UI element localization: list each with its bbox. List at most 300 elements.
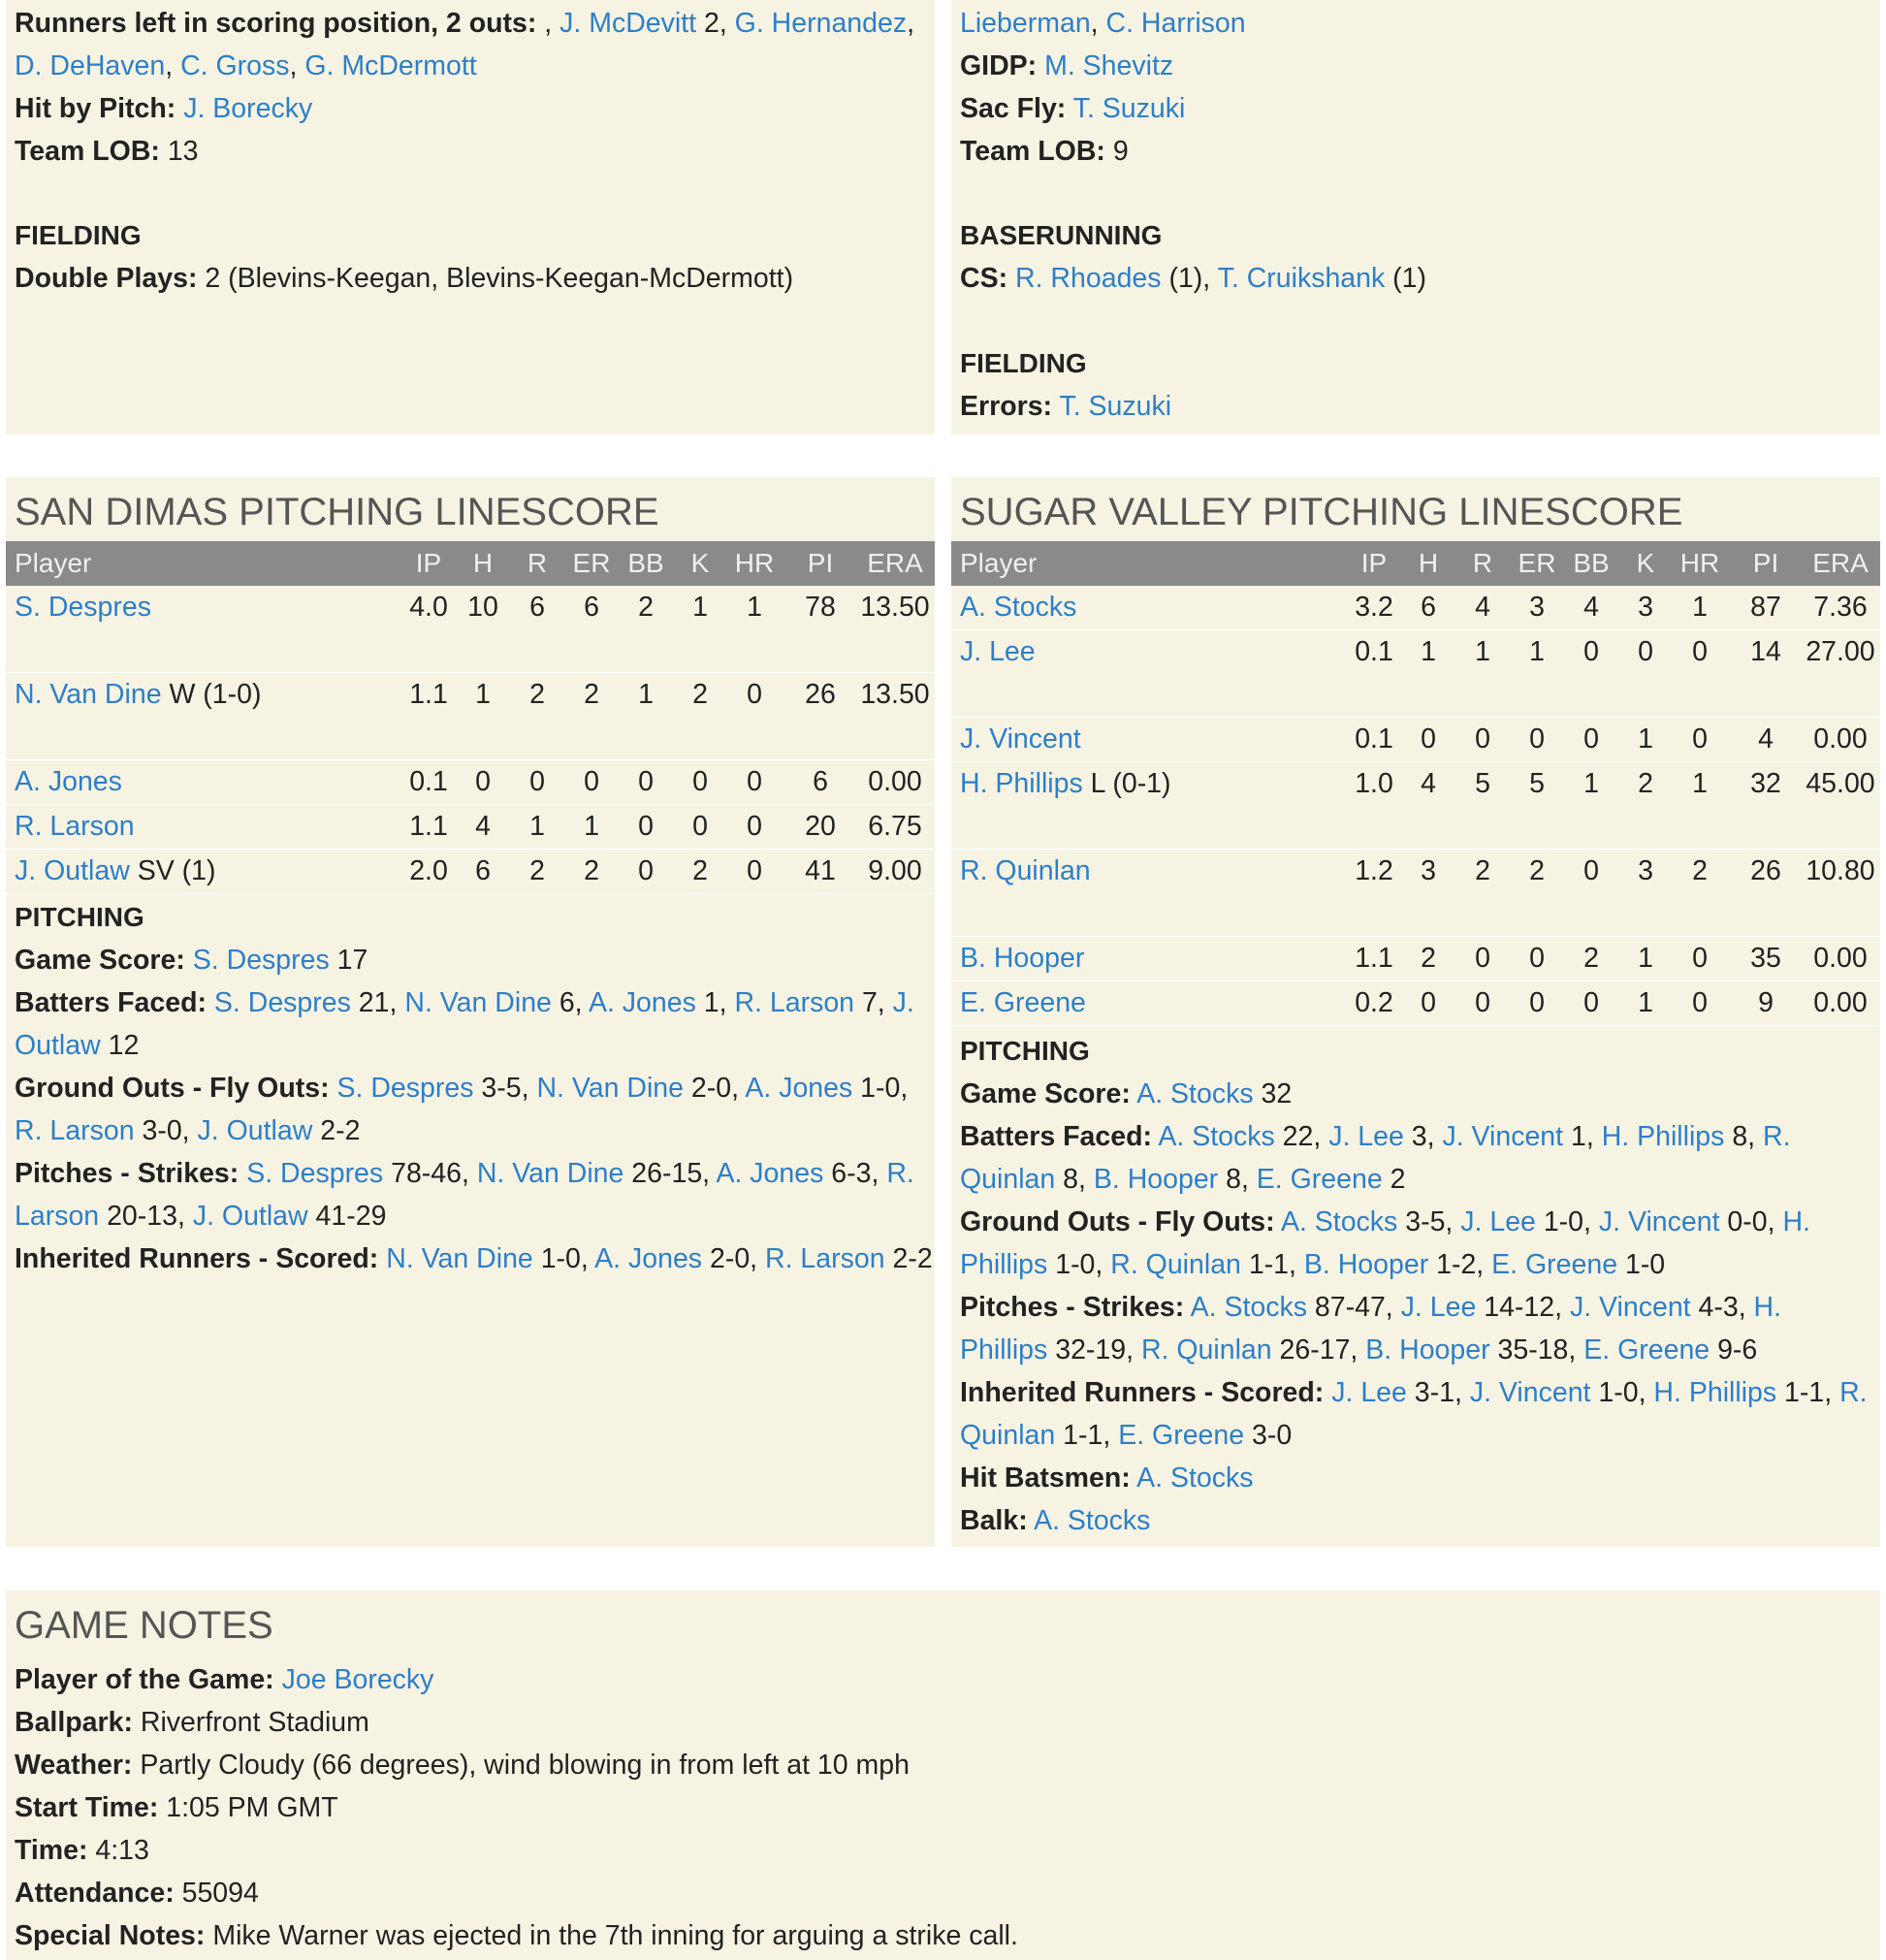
player-link[interactable]: E. Greene — [1256, 1164, 1383, 1195]
stat-ip: 3.2 — [1355, 592, 1393, 623]
san-dimas-pitching-panel — [6, 477, 935, 1547]
pitcher-cell — [960, 937, 1084, 980]
player-link[interactable]: T. Suzuki — [1072, 93, 1186, 124]
team-lob-line — [15, 130, 199, 173]
errors-line — [960, 385, 1171, 428]
player-link[interactable]: T. Suzuki — [1059, 391, 1172, 422]
player-link[interactable]: A. Stocks — [1190, 1292, 1307, 1323]
stat-bb: 2 — [1583, 943, 1599, 974]
col-k: K — [690, 548, 710, 578]
player-link[interactable]: J. Lee — [1331, 1377, 1407, 1408]
value-text: 3-0, — [134, 1115, 198, 1146]
stat-r: 2 — [1475, 855, 1490, 886]
pitcher-row — [6, 586, 935, 673]
fielding-heading: FIELDING — [15, 220, 142, 250]
player-link[interactable]: H. — [1753, 1292, 1782, 1323]
double-plays-line — [15, 257, 793, 300]
player-link[interactable]: J. Vincent — [1569, 1292, 1691, 1323]
go-fo-line — [15, 1067, 908, 1109]
stat-era: 13.50 — [860, 679, 930, 710]
value-text: 3-0 — [1244, 1420, 1293, 1451]
pitcher-row — [951, 586, 1880, 630]
stat-er: 0 — [1529, 987, 1545, 1018]
lob-label: Team LOB: — [960, 136, 1105, 167]
player-link[interactable]: R. Larson — [734, 987, 855, 1018]
stat-k: 3 — [1638, 592, 1653, 623]
player-link[interactable]: A. Stocks — [1136, 1462, 1254, 1494]
stat-hr: 1 — [747, 592, 762, 623]
stat-r: 1 — [1475, 636, 1490, 667]
player-link[interactable]: N. Van Dine — [386, 1243, 533, 1274]
stat-hr: 1 — [1692, 592, 1708, 623]
player-link[interactable]: A. Stocks — [1034, 1505, 1151, 1536]
value-text: 3, — [1403, 1121, 1443, 1152]
player-link[interactable]: Joe Borecky — [281, 1664, 434, 1695]
go-fo-line — [960, 1201, 1810, 1243]
stat-er: 0 — [584, 766, 599, 797]
stat-bb: 1 — [638, 679, 654, 710]
player-link[interactable]: J. Lee — [1400, 1292, 1477, 1323]
dp-value: 2 (Blevins-Keegan, Blevins-Keegan-McDermott) — [197, 263, 794, 294]
pitcher-row — [951, 850, 1880, 937]
value-text: 0-0, — [1719, 1206, 1783, 1237]
bf-label: Batters Faced: — [15, 987, 207, 1018]
stat-r: 2 — [529, 679, 545, 710]
gofo-label: Ground Outs - Fly Outs: — [15, 1073, 330, 1104]
stat-h: 6 — [1421, 592, 1436, 623]
stat-pi: 78 — [805, 592, 836, 623]
special-notes-line — [15, 1914, 1018, 1957]
stat-bb: 0 — [638, 855, 654, 886]
value-text: 9-6 — [1710, 1334, 1758, 1366]
player-link[interactable]: T. Cruikshank — [1217, 263, 1386, 294]
player-link[interactable]: A. Jones — [716, 1158, 824, 1189]
stat-ip: 2.0 — [409, 855, 448, 886]
player-link[interactable]: S. Despres — [15, 592, 151, 623]
sf-label: Sac Fly: — [960, 93, 1067, 124]
player-link[interactable]: N. Van Dine — [536, 1073, 684, 1104]
player-link[interactable]: R. Quinlan — [960, 855, 1091, 886]
stat-era: 9.00 — [868, 855, 922, 886]
stat-ip: 0.1 — [409, 766, 448, 797]
value-text: 2-0, — [702, 1243, 766, 1274]
stat-list — [1281, 1206, 1810, 1237]
player-link[interactable]: C. Harrison — [1105, 8, 1246, 39]
player-link[interactable]: B. Hooper — [1365, 1334, 1490, 1366]
ps-label: Pitches - Strikes: — [960, 1292, 1185, 1323]
value-text: 1-1, — [1240, 1249, 1304, 1280]
player-link[interactable]: R. Larson — [15, 811, 135, 842]
stat-bb: 4 — [1583, 592, 1599, 623]
table-header — [951, 541, 1880, 586]
sac-fly-line — [960, 87, 1185, 130]
value-text: 26-17, — [1271, 1334, 1366, 1366]
stat-bb: 0 — [1583, 855, 1599, 886]
pitcher-row — [951, 981, 1880, 1026]
stat-h: 4 — [1421, 768, 1436, 799]
player-link[interactable]: D. DeHaven — [15, 50, 166, 81]
weather-label: Weather: — [15, 1750, 133, 1781]
value-text: 2 — [1382, 1164, 1406, 1195]
player-link[interactable]: Phillips — [960, 1249, 1048, 1280]
attendance-line — [15, 1872, 259, 1914]
player-link[interactable]: E. Greene — [1491, 1249, 1618, 1280]
stat-bb: 1 — [1583, 768, 1599, 799]
player-link[interactable]: A. Jones — [15, 766, 122, 797]
san-dimas-title: SAN DIMAS PITCHING LINESCORE — [15, 491, 659, 533]
player-link[interactable]: Outlaw — [15, 1030, 101, 1061]
stat-hr: 0 — [747, 679, 762, 710]
player-link[interactable]: R. Quinlan — [1110, 1249, 1241, 1280]
col-er: ER — [572, 548, 611, 578]
bf-label: Batters Faced: — [960, 1121, 1152, 1152]
decision-note: W (1-0) — [161, 679, 262, 710]
value-text: 22, — [1274, 1121, 1329, 1152]
start-value: 1:05 PM GMT — [158, 1792, 338, 1823]
stat-h: 0 — [1421, 723, 1436, 755]
pitcher-row — [6, 760, 935, 805]
stat-er: 2 — [1529, 855, 1545, 886]
stat-list — [1331, 1377, 1867, 1408]
ballpark-line — [15, 1701, 369, 1744]
stat-er: 5 — [1529, 768, 1545, 799]
value-text: 1, — [1563, 1121, 1602, 1152]
stat-hr: 0 — [1692, 943, 1708, 974]
ballpark-value: Riverfront Stadium — [132, 1707, 369, 1738]
stat-list — [337, 1073, 909, 1104]
player-link[interactable]: C. Gross — [180, 50, 290, 81]
pitcher-row — [951, 630, 1880, 718]
value-text: 35-18, — [1489, 1334, 1584, 1366]
player-link[interactable]: R. — [1763, 1121, 1791, 1152]
batters-faced-line — [15, 981, 914, 1024]
col-era: ERA — [1812, 548, 1869, 578]
col-er: ER — [1518, 548, 1556, 578]
player-link[interactable]: G. McDermott — [304, 50, 477, 81]
value-text: 6, — [551, 987, 589, 1018]
hit-batsmen-line — [960, 1457, 1254, 1499]
game-notes-title: GAME NOTES — [15, 1604, 273, 1647]
stat-hr: 0 — [1692, 723, 1708, 755]
player-link[interactable]: R. Larson — [15, 1115, 135, 1146]
player-link[interactable]: R. Rhoades — [1015, 263, 1162, 294]
player-link[interactable]: J. Vincent — [1469, 1377, 1591, 1408]
stat-era: 0.00 — [1813, 943, 1868, 974]
pitching-heading: PITCHING — [15, 902, 144, 932]
stat-h: 1 — [475, 679, 491, 710]
stat-ip: 0.2 — [1355, 987, 1393, 1018]
player-link[interactable]: G. Hernandez — [734, 8, 908, 39]
stat-list — [960, 1249, 1665, 1280]
player-link[interactable]: J. McDevitt — [559, 8, 697, 39]
start-time-line — [15, 1786, 338, 1829]
lob-label: Team LOB: — [15, 136, 160, 167]
stat-list — [1158, 1121, 1790, 1152]
inherited-runners-line-2 — [960, 1414, 1292, 1457]
pitcher-row — [951, 762, 1880, 850]
batters-faced-line — [960, 1115, 1791, 1158]
value-text: 1-0 — [1617, 1249, 1666, 1280]
stat-k: 2 — [692, 855, 708, 886]
game-score-line — [960, 1073, 1292, 1115]
value-text: 1-2, — [1428, 1249, 1492, 1280]
stat-era: 45.00 — [1806, 768, 1875, 799]
sugar-valley-pitching-panel — [951, 477, 1880, 1547]
player-link[interactable]: H. Phillips — [1601, 1121, 1725, 1152]
gs-label: Game Score: — [960, 1078, 1131, 1109]
baserunning-heading: BASERUNNING — [960, 220, 1163, 250]
value-text: 1-1, — [1055, 1420, 1119, 1451]
pitcher-cell — [960, 850, 1091, 892]
stat-bb: 0 — [1583, 987, 1599, 1018]
pitches-strikes-line-2 — [15, 1195, 386, 1237]
value-text: 1-0, — [852, 1073, 909, 1104]
value-text: 8, — [1218, 1164, 1257, 1195]
stat-hr: 0 — [747, 766, 762, 797]
ir-label: Inherited Runners - Scored: — [15, 1243, 379, 1274]
player-link[interactable]: J. Outlaw — [192, 1201, 308, 1232]
player-link[interactable]: S. Despres — [213, 987, 351, 1018]
value-text: (1), — [1161, 263, 1218, 294]
player-link[interactable]: J. Lee — [960, 636, 1036, 667]
rlisp-line-2 — [15, 45, 477, 87]
player-link[interactable]: A. Jones — [745, 1073, 853, 1104]
player-link[interactable]: J. Vincent — [1442, 1121, 1564, 1152]
stat-pi: 26 — [1750, 855, 1781, 886]
player-link[interactable]: Phillips — [960, 1334, 1048, 1366]
player-link[interactable]: J. Lee — [1328, 1121, 1404, 1152]
stat-er: 3 — [1529, 592, 1545, 623]
player-link[interactable]: A. Stocks — [1158, 1121, 1275, 1152]
batters-faced-line-2 — [960, 1158, 1405, 1201]
stat-era: 6.75 — [868, 811, 922, 842]
value-text: 1-0, — [1590, 1377, 1654, 1408]
stat-k: 0 — [692, 766, 708, 797]
player-link[interactable]: R. — [886, 1158, 914, 1189]
value-text: (1) — [1385, 263, 1427, 294]
lob-value: 13 — [159, 136, 199, 167]
value-text: 26-15, — [623, 1158, 717, 1189]
col-pi: PI — [1752, 548, 1779, 578]
stat-pi: 32 — [1750, 768, 1781, 799]
team-lob-line — [960, 130, 1129, 173]
stat-pi: 4 — [1758, 723, 1774, 755]
stat-r: 0 — [1475, 943, 1490, 974]
stat-h: 2 — [1421, 943, 1436, 974]
stat-bb: 2 — [638, 592, 654, 623]
stat-h: 10 — [467, 592, 498, 623]
player-link[interactable]: H. Phillips — [1653, 1377, 1777, 1408]
player-link[interactable]: E. Greene — [960, 987, 1086, 1018]
stat-list — [960, 1334, 1757, 1366]
stat-ip: 1.0 — [1355, 768, 1393, 799]
stat-hr: 0 — [1692, 987, 1708, 1018]
stat-er: 0 — [1529, 943, 1545, 974]
col-ip: IP — [415, 548, 442, 578]
fielding-heading: FIELDING — [960, 348, 1087, 378]
player-link[interactable]: R. Quinlan — [1140, 1334, 1272, 1366]
player-link[interactable]: J. Borecky — [183, 93, 313, 124]
time-line — [15, 1829, 149, 1872]
player-link[interactable]: N. Van Dine — [476, 1158, 624, 1189]
stat-ip: 4.0 — [409, 592, 448, 623]
weather-value: Partly Cloudy (66 degrees), wind blowing in from left at 10 mph — [132, 1750, 910, 1781]
player-link[interactable]: H. — [1782, 1206, 1810, 1237]
game-score-line — [15, 939, 368, 981]
stat-pi: 20 — [805, 811, 836, 842]
col-hr: HR — [734, 548, 775, 578]
pitcher-row — [951, 937, 1880, 981]
player-link[interactable]: M. Shevitz — [1044, 50, 1174, 81]
special-label: Special Notes: — [15, 1920, 206, 1951]
att-value: 55094 — [174, 1878, 259, 1909]
stat-list — [214, 987, 914, 1018]
player-link[interactable]: J. — [892, 987, 914, 1018]
stat-er: 0 — [1529, 723, 1545, 755]
stat-k: 1 — [1638, 723, 1653, 755]
player-link[interactable]: J. Vincent — [1598, 1206, 1720, 1237]
hb-label: Hit Batsmen: — [960, 1462, 1131, 1494]
col-bb: BB — [1573, 548, 1610, 578]
value-text: 1-0, — [1047, 1249, 1111, 1280]
stat-list — [386, 1243, 932, 1274]
top-right-panel — [951, 0, 1880, 434]
player-link[interactable]: A. Stocks — [1280, 1206, 1398, 1237]
batters-faced-line-2 — [15, 1024, 139, 1067]
hbp-label: Hit by Pitch: — [15, 93, 176, 124]
value-text: 32-19, — [1047, 1334, 1141, 1366]
stat-hr: 0 — [747, 855, 762, 886]
player-link[interactable]: N. Van Dine — [15, 679, 162, 710]
player-link[interactable]: J. Vincent — [960, 723, 1081, 755]
value-text: 8, — [1724, 1121, 1764, 1152]
player-link[interactable]: S. Despres — [246, 1158, 384, 1189]
time-value: 4:13 — [87, 1835, 149, 1866]
player-link[interactable]: S. Despres — [192, 945, 330, 976]
player-link[interactable]: A. Jones — [588, 987, 696, 1018]
separator: , — [1090, 8, 1106, 39]
stat-list — [15, 1201, 386, 1232]
weather-line — [15, 1744, 910, 1786]
player-link[interactable]: J. Lee — [1460, 1206, 1536, 1237]
dp-label: Double Plays: — [15, 263, 198, 294]
pitcher-cell — [15, 586, 151, 628]
potg-label: Player of the Game: — [15, 1664, 274, 1695]
stat-ip: 1.2 — [1355, 855, 1393, 886]
stat-list — [15, 1115, 360, 1146]
stat-era: 10.80 — [1806, 855, 1875, 886]
value-text: 1-0, — [532, 1243, 595, 1274]
stat-era: 0.00 — [868, 766, 922, 797]
player-link[interactable]: B. Hooper — [1093, 1164, 1219, 1195]
player-link[interactable]: N. Van Dine — [404, 987, 552, 1018]
separator: , — [536, 8, 560, 39]
player-link[interactable]: A. Stocks — [1136, 1078, 1254, 1109]
value-text: 2-2 — [884, 1243, 933, 1274]
stat-k: 3 — [1638, 855, 1653, 886]
col-h: H — [1418, 548, 1439, 578]
stat-list — [960, 1420, 1292, 1451]
pitcher-cell — [960, 762, 1171, 805]
col-player: Player — [15, 548, 92, 578]
player-link[interactable]: S. Despres — [336, 1073, 474, 1104]
stat-pi: 26 — [805, 679, 836, 710]
player-link[interactable]: E. Greene — [1583, 1334, 1710, 1366]
player-link[interactable]: A. Jones — [594, 1243, 703, 1274]
player-link[interactable]: B. Hooper — [1303, 1249, 1429, 1280]
pitcher-cell — [15, 805, 135, 848]
player-link[interactable]: Lieberman — [960, 8, 1091, 39]
value-text: 3-1, — [1406, 1377, 1470, 1408]
stat-h: 1 — [1421, 636, 1436, 667]
pitcher-cell — [960, 630, 1036, 673]
pitches-strikes-line — [15, 1152, 914, 1195]
player-link[interactable]: Quinlan — [960, 1420, 1056, 1451]
stat-hr: 0 — [747, 811, 762, 842]
caught-stealing-line — [960, 257, 1426, 300]
value-text: 6-3, — [823, 1158, 887, 1189]
gs-label: Game Score: — [15, 945, 185, 976]
player-link[interactable]: J. Outlaw — [197, 1115, 313, 1146]
pitcher-cell — [960, 586, 1076, 628]
stat-h: 4 — [475, 811, 491, 842]
lob-value: 9 — [1104, 136, 1129, 167]
col-ip: IP — [1360, 548, 1388, 578]
separator: , — [165, 50, 181, 81]
pitcher-cell — [15, 850, 215, 892]
gofo-label: Ground Outs - Fly Outs: — [960, 1206, 1275, 1237]
col-pi: PI — [807, 548, 834, 578]
pitches-strikes-line — [960, 1286, 1781, 1329]
rlisp-line-1 — [15, 2, 914, 45]
stat-r: 2 — [529, 855, 545, 886]
stat-er: 1 — [1529, 636, 1545, 667]
go-fo-line-2 — [960, 1243, 1665, 1286]
stat-bb: 0 — [638, 766, 654, 797]
player-link[interactable]: R. Larson — [765, 1243, 885, 1274]
player-link[interactable]: A. Stocks — [960, 592, 1077, 623]
table-header — [6, 541, 935, 586]
player-link[interactable]: H. Phillips — [960, 768, 1083, 799]
player-link[interactable]: E. Greene — [1118, 1420, 1245, 1451]
player-link[interactable]: Quinlan — [960, 1164, 1056, 1195]
value-text: 2-2 — [312, 1115, 361, 1146]
stat-bb: 0 — [1583, 636, 1599, 667]
player-link[interactable]: J. Outlaw — [15, 855, 130, 886]
player-link[interactable]: Larson — [15, 1201, 100, 1232]
stat-ip: 1.1 — [1355, 943, 1393, 974]
player-link[interactable]: B. Hooper — [960, 943, 1085, 974]
value-text: 1-0, — [1535, 1206, 1599, 1237]
stat-er: 2 — [584, 855, 599, 886]
ps-label: Pitches - Strikes: — [15, 1158, 240, 1189]
player-link[interactable]: R. — [1839, 1377, 1868, 1408]
stat-ip: 0.1 — [1355, 723, 1393, 755]
stat-era: 7.36 — [1813, 592, 1868, 623]
col-k: K — [1636, 548, 1655, 578]
col-player: Player — [960, 548, 1038, 578]
stat-hr: 0 — [1692, 636, 1708, 667]
stat-era: 13.50 — [860, 592, 930, 623]
go-fo-line-2 — [15, 1109, 360, 1152]
stat-h: 3 — [1421, 855, 1436, 886]
pitcher-cell — [15, 673, 261, 716]
stat-ip: 1.1 — [409, 679, 448, 710]
stat-pi: 6 — [813, 766, 828, 797]
stat-r: 0 — [529, 766, 545, 797]
separator: , — [289, 50, 305, 81]
stat-h: 0 — [475, 766, 491, 797]
